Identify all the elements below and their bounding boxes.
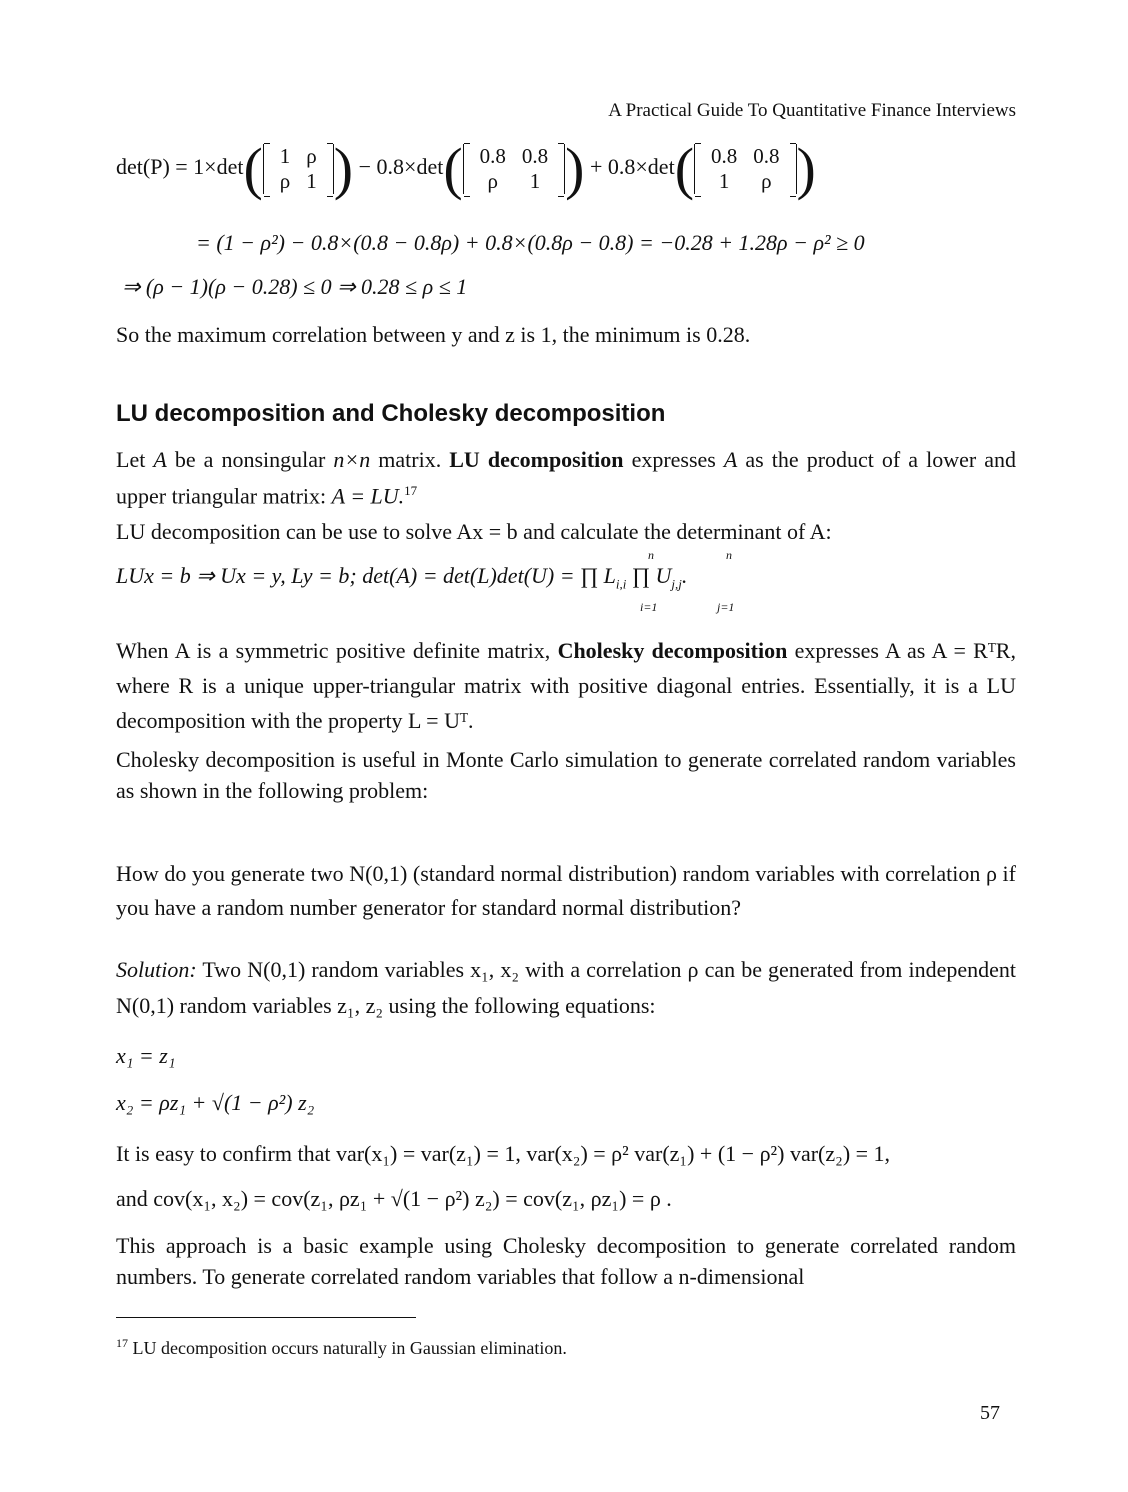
matrix-cell: 0.8 [711, 144, 738, 168]
matrix-cell: 1 [718, 169, 730, 193]
conclusion-paragraph: So the maximum correlation between y and z is 1, the minimum is 0.28. [116, 322, 751, 347]
math-var: A [153, 447, 167, 472]
eq-run: . [681, 563, 688, 588]
page-number: 57 [980, 1402, 1000, 1424]
matrix-cell: 0.8 [479, 144, 506, 168]
math-eq: A = LU. [331, 483, 405, 509]
left-paren: ( [674, 136, 695, 201]
left-paren: ( [243, 136, 263, 201]
confirm-line-2: and cov(x₁, x₂) = cov(z₁, ρz₁ + √(1 − ρ²) z₂) = cov(z₁, ρz₁) = ρ . [116, 1186, 672, 1211]
text-run: expresses [623, 447, 724, 472]
right-paren: ) [796, 136, 816, 201]
right-paren: ) [333, 136, 354, 201]
matrix-2 [463, 144, 566, 194]
product-limit-bottom-1: i=1 [640, 600, 658, 614]
text-run: as the product of a lower and upper triangular matrix: [116, 447, 1016, 509]
text-run: Two N(0,1) random variables x₁, x₂ with a correlation ρ can be generated from independent N(0,1) random variables z₁, z₂ using the following equations: [116, 957, 1016, 1018]
matrix-cell: 1 [529, 169, 541, 193]
cholesky-paragraph-2: Cholesky decomposition is useful in Monte Carlo simulation to generate correlated random variables as shown in the following problem: [116, 747, 1016, 803]
footnote-marker: 17 [116, 1336, 128, 1350]
text-run: Let [116, 447, 154, 472]
matrix-cell: ρ [487, 169, 499, 193]
problem-question: How do you generate two N(0,1) (standard normal distribution) random variables with correlation ρ if you have a random number generator for standard normal distribution? [116, 861, 1016, 920]
matrix-cell: 0.8 [521, 144, 549, 168]
matrix-cell: ρ [761, 169, 772, 193]
equation-x2: x₂ = ρz₁ + √(1 − ρ²) z₂ [116, 1090, 315, 1115]
math-var: n×n [333, 447, 371, 472]
bold-term: LU decomposition [449, 447, 624, 472]
bold-term: Cholesky decomposition [557, 638, 788, 663]
solution-label: Solution: [116, 957, 197, 982]
product-limit-bottom-2: j=1 [717, 600, 735, 614]
math-var: A [723, 447, 738, 472]
lu-equation [116, 563, 687, 592]
det-lhs: det(P) = 1×det [116, 154, 244, 180]
matrix-cell: 0.8 [753, 144, 780, 168]
matrix-cell: 1 [279, 144, 291, 168]
left-paren: ( [443, 136, 463, 201]
determinant-line-2: = (1 − ρ²) − 0.8×(0.8 − 0.8ρ) + 0.8×(0.8ρ − 0.8) = −0.28 + 1.28ρ − ρ² ≥ 0 [196, 230, 865, 255]
eq-run: LUx = b ⇒ Ux = y, Ly = b; det(A) = det(L)det(U) = ∏ L [116, 563, 616, 588]
text-run: be a nonsingular [166, 447, 334, 472]
lu-paragraph-1 [116, 444, 1016, 511]
determinant-line-3: ⇒ (ρ − 1)(ρ − 0.28) ≤ 0 ⇒ 0.28 ≤ ρ ≤ 1 [122, 274, 468, 299]
cholesky-paragraph-1 [116, 633, 1016, 738]
section-heading: LU decomposition and Cholesky decomposition [116, 400, 666, 427]
eq-subscript: i,i [615, 576, 627, 592]
footnote-ref: 17 [404, 483, 418, 498]
footnote [116, 1336, 567, 1359]
equation-x1: x₁ = z₁ [116, 1043, 176, 1068]
confirm-line-1: It is easy to confirm that var(x₁) = var(z₁) = 1, var(x₂) = ρ² var(z₁) + (1 − ρ²) var(z₂) = 1, [116, 1141, 891, 1166]
determinant-line-1 [116, 136, 816, 201]
matrix-cell: 1 [306, 169, 317, 193]
footnote-text: LU decomposition occurs naturally in Gaussian elimination. [128, 1338, 567, 1358]
det-plus: + 0.8×det [589, 154, 675, 180]
lu-paragraph-2: LU decomposition can be use to solve Ax = b and calculate the determinant of A: [116, 519, 832, 544]
text-run: When A is a symmetric positive definite matrix, [116, 638, 558, 663]
eq-run: ∏ U [626, 563, 672, 588]
solution-paragraph [116, 952, 1016, 1024]
det-minus: − 0.8×det [358, 154, 444, 180]
text-run: expresses A as A = RᵀR, where R is a unique upper-triangular matrix with positive diagonal entries. Essentially, it is a LU decomposition with the property L = Uᵀ. [116, 638, 1016, 733]
matrix-cell: ρ [306, 144, 317, 168]
eq-subscript: j,j [671, 576, 682, 592]
text-run: matrix. [370, 447, 450, 472]
matrix-cell: ρ [279, 169, 291, 193]
product-limit-top-2: n [726, 548, 732, 562]
right-paren: ) [565, 136, 585, 201]
closing-paragraph: This approach is a basic example using Cholesky decomposition to generate correlated random numbers. To generate correlated random variables that follow a n-dimensional [116, 1233, 1016, 1289]
product-limit-top-1: n [648, 548, 654, 562]
footnote-divider [116, 1317, 416, 1318]
matrix-1 [263, 144, 334, 194]
running-header: A Practical Guide To Quantitative Finance Interviews [608, 100, 1016, 121]
matrix-3 [694, 144, 797, 194]
